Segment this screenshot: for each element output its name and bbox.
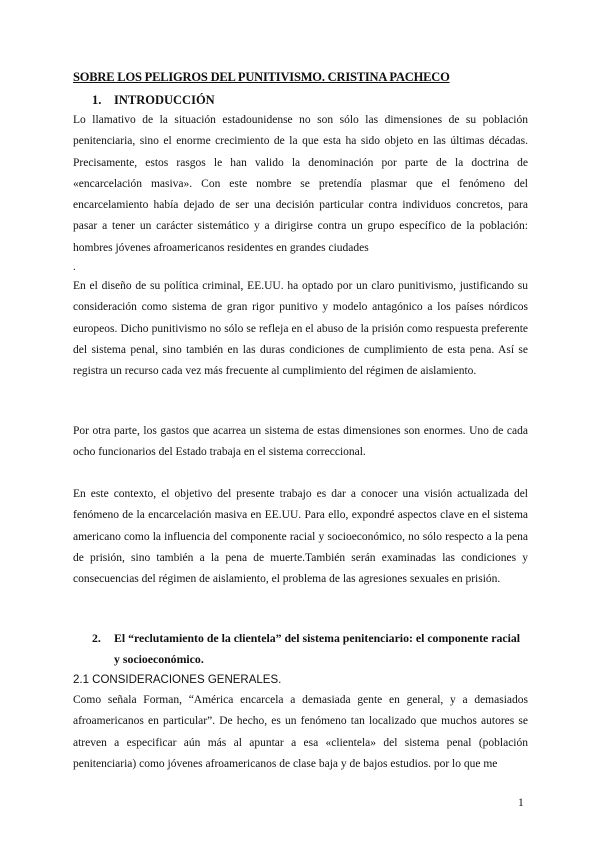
paragraph-4: En este contexto, el objetivo del presente trabajo es dar a conocer una visión actualizada del fenómeno de la encarcelación masiva en EE.UU. Para ello, expondré aspectos clave en el sistema americano como la influencia del componente racial y socioeconómico, no sólo respecto a la pena de prisión, sino también a la pena de muerte.También serán examinadas las condiciones y consecuencias del régimen de aislamiento, el problema de las agresiones sexuales en prisión. [73,488,528,586]
section-1-number: 1. [92,93,102,107]
section-2-number: 2. [92,631,101,645]
paragraph-3: Por otra parte, los gastos que acarrea un sistema de estas dimensiones son enormes. Uno de cada ocho funcionarios del Estado trabaja en el sistema correccional. [73,425,528,459]
subsection-heading: 2.1 CONSIDERACIONES GENERALES. [73,674,282,686]
page-number: 1 [518,797,524,809]
paragraph-5: Como señala Forman, “América encarcela a demasiada gente en general, y a demasiados afroamericanos en particular”. De hecho, es un fenómeno tan localizado que muchos autores se atreven a especificar aún más al apuntar a esa «clientela» del sistema penal (población penitenciaria) como jóvenes afroamericanos de clase baja y de bajos estudios. por lo que me [73,694,528,770]
section-2-heading [92,628,528,671]
section-1-title: INTRODUCCIÓN [114,93,215,107]
stray-period: . [73,261,76,273]
section-1-heading [92,93,215,108]
paragraph-2: En el diseño de su política criminal, EE.UU. ha optado por un claro punitivismo, justificando su consideración como sistema de gran rigor punitivo y modelo antagónico a los países nórdicos europeos. Dicho punitivismo no sólo se refleja en el abuso de la prisión como respuesta preferente del sistema penal, sino también en las duras condiciones de cumplimiento de esta pena. Así se registra un recurso cada vez más frecuente al cumplimiento del régimen de aislamiento. [73,280,528,378]
paragraph-1: Lo llamativo de la situación estadounidense no son sólo las dimensiones de su población penitenciaria, sino el enorme crecimiento de la que esta ha sido objeto en las últimas décadas. Precisamente, estos rasgos le han valido la denominación por parte de la doctrina de «encarcelación masiva». Con este nombre se pretendía plasmar que el fenómeno del encarcelamiento había dejado de ser una decisión particular contra individuos concretos, para pasar a tener un carácter sistemático y a dirigirse contra un grupo específico de la población: hombres jóvenes afroamericanos residentes en grandes ciudades [73,114,528,254]
section-2-title: El “reclutamiento de la clientela” del sistema penitenciario: el componente racial y socioeconómico. [114,631,521,667]
document-title: SOBRE LOS PELIGROS DEL PUNITIVISMO. CRISTINA PACHECO [73,70,450,84]
